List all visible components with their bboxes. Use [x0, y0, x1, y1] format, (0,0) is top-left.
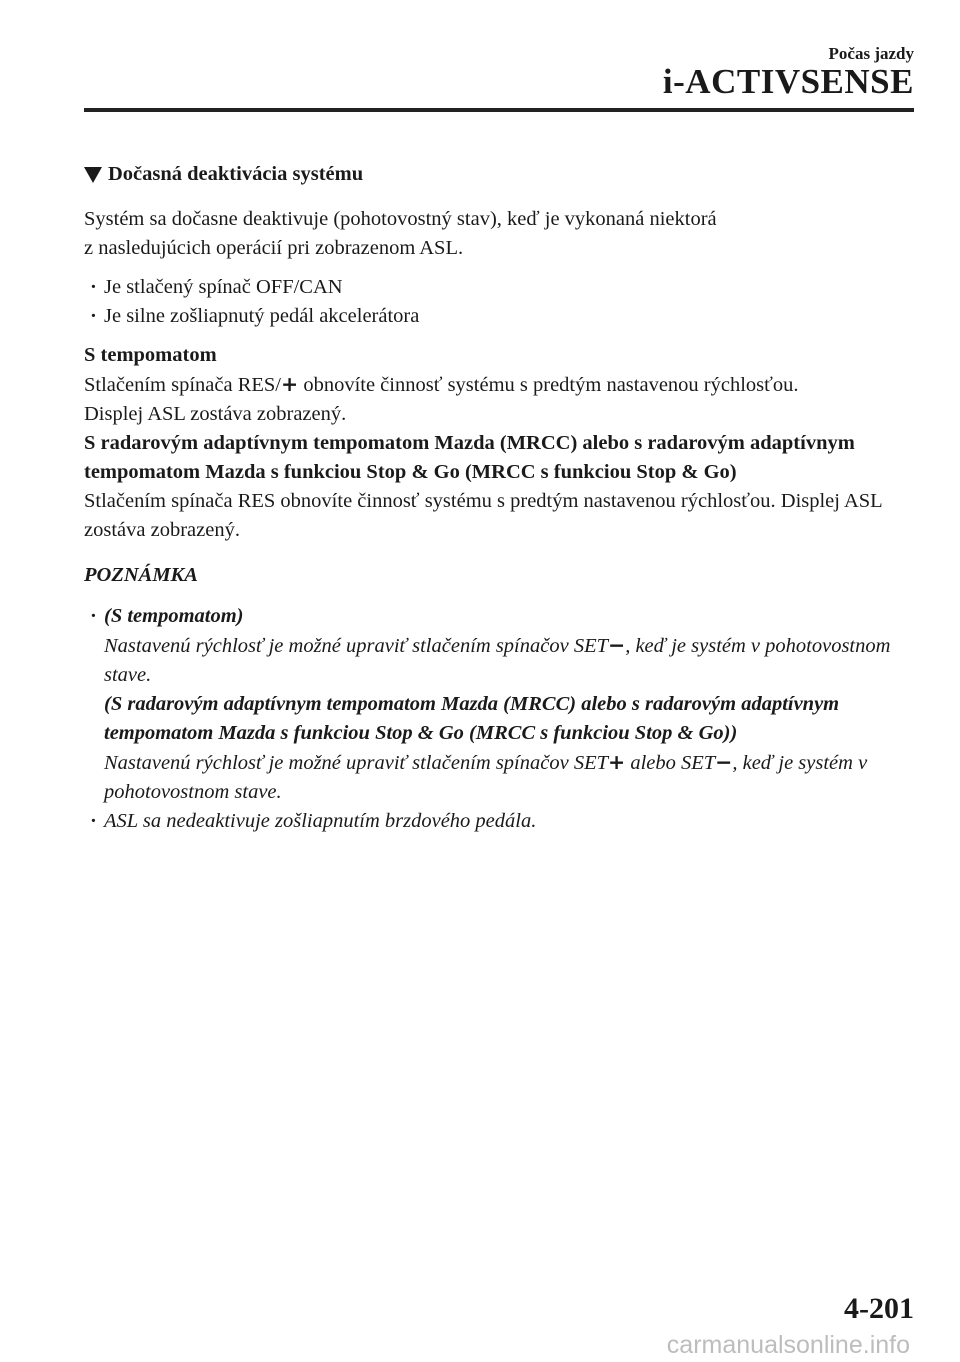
- tempomat-text: [84, 370, 914, 400]
- tempomat-heading: S tempomatom: [84, 344, 217, 366]
- section-heading-text: Dočasná deaktivácia systému: [108, 163, 364, 185]
- note-list: [84, 602, 914, 836]
- note-title: POZNÁMKA: [84, 564, 198, 586]
- condition-list: [84, 273, 914, 331]
- page-content: [84, 160, 914, 836]
- tempomat-text-line-2: Displej ASL zostáva zobrazený.: [84, 403, 347, 425]
- chapter-title: i-ACTIVSENSE: [662, 62, 914, 101]
- note-text-before: Nastavenú rýchlosť je možné upraviť stlačením spínačov SET: [104, 635, 608, 657]
- note-radar-title: (S radarovým adaptívnym tempomatom Mazda (MRCC) alebo s radarovým adaptívnym tempomatom Mazda s funkciou Stop & Go (MRCC s funkciou Stop & Go)): [104, 693, 840, 744]
- watermark: carmanualsonline.info: [666, 1331, 910, 1359]
- note-item: · ASL sa nedeaktivuje zošliapnutím brzdového pedála.: [84, 807, 914, 836]
- triangle-marker-icon: [84, 167, 102, 183]
- tempomat-text-after: obnovíte činnosť systému s predtým nastavenou rýchlosťou.: [298, 374, 799, 396]
- radar-heading: S radarovým adaptívnym tempomatom Mazda (MRCC) alebo s radarovým adaptívnym tempomatom Mazda s funkciou Stop & Go (MRCC s funkciou Stop & Go): [84, 432, 855, 483]
- section-title: Počas jazdy: [828, 44, 914, 63]
- note-radar-text: [104, 748, 914, 807]
- note-radar-text-1: Nastavenú rýchlosť je možné upraviť stlačením spínačov SET: [104, 752, 608, 774]
- tempomat-text-before: Stlačením spínača RES/: [84, 374, 281, 396]
- header-divider: [84, 108, 914, 112]
- list-item: · Je stlačený spínač OFF/CAN: [84, 273, 914, 302]
- intro-line-2: z nasledujúcich operácií pri zobrazenom ASL.: [84, 237, 464, 259]
- section-heading: [84, 160, 914, 189]
- note-radar-text-3: , keď je systém v pohotovostnom stave.: [104, 752, 868, 803]
- radar-text: Stlačením spínača RES obnovíte činnosť systému s predtým nastavenou rýchlosťou. Displej ASL zostáva zobrazený.: [84, 490, 882, 541]
- intro-line-1: Systém sa dočasne deaktivuje (pohotovostný stav), keď je vykonaná niektorá: [84, 208, 717, 230]
- list-item: · Je silne zošliapnutý pedál akcelerátora: [84, 302, 914, 331]
- note-radar-text-2: alebo SET: [625, 752, 716, 774]
- plus-icon: +: [608, 750, 626, 774]
- note-text-after: , keď je systém v pohotovostnom stave.: [104, 635, 891, 686]
- note-item-title: · (S tempomatom): [104, 605, 244, 627]
- plus-icon: +: [281, 372, 299, 396]
- note-item-text: [104, 631, 914, 690]
- minus-icon: −: [608, 633, 626, 657]
- page-number: 4-201: [844, 1292, 914, 1325]
- note-item: [84, 602, 914, 807]
- minus-icon: −: [715, 750, 733, 774]
